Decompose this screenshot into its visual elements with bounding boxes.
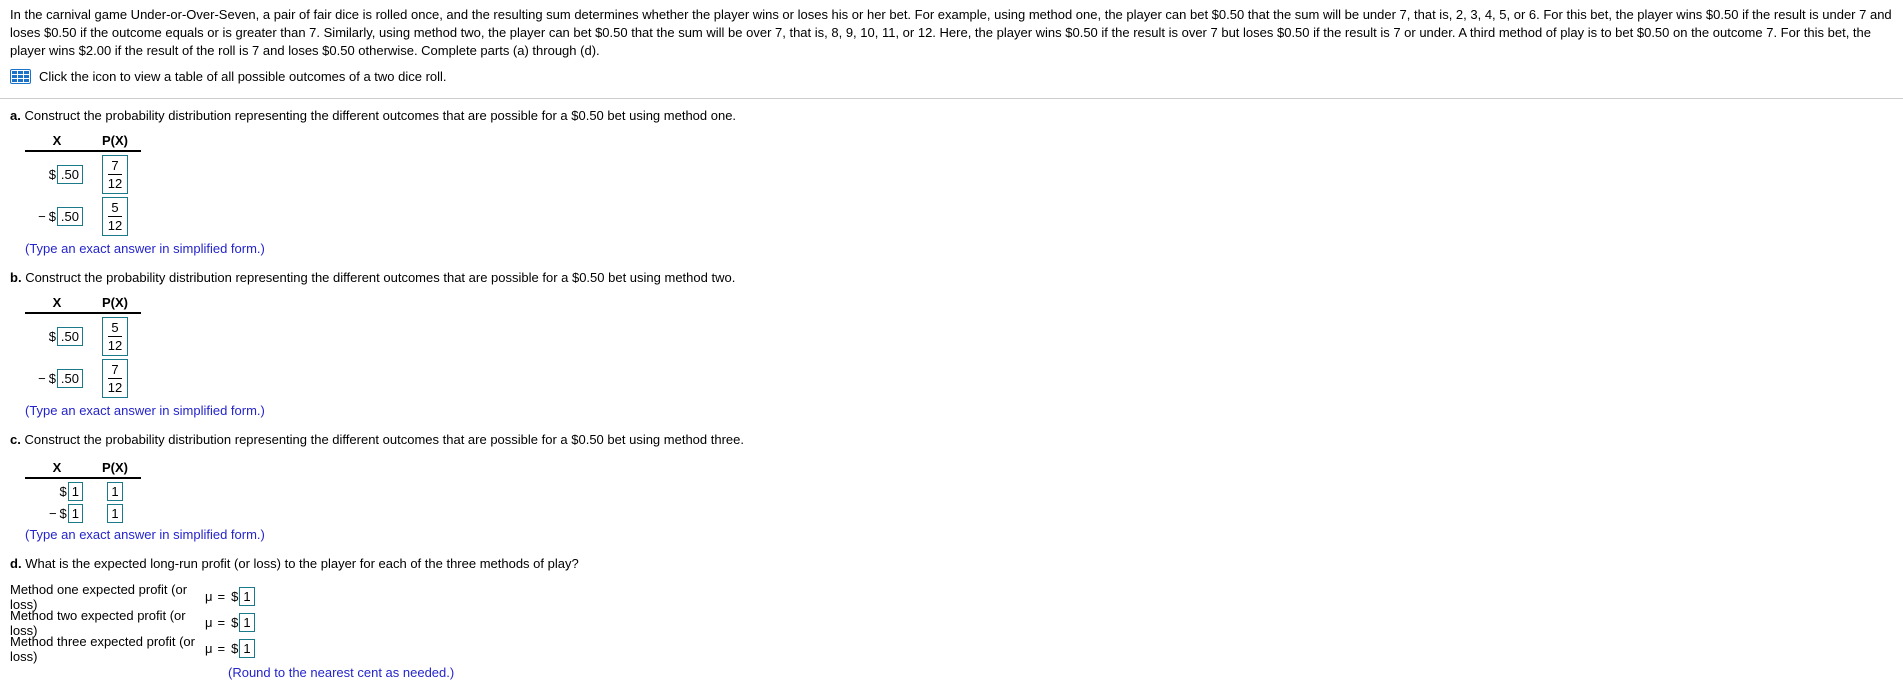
- part-b-hint: (Type an exact answer in simplified form.): [25, 403, 265, 418]
- mu-symbol: μ: [205, 589, 213, 604]
- x-answer-box[interactable]: 1: [68, 504, 83, 523]
- dollar-label: $: [231, 615, 239, 630]
- x-answer-box[interactable]: .50: [57, 165, 83, 184]
- sign-label: −: [38, 371, 46, 386]
- table-a-header: [25, 133, 141, 152]
- part-a-hint: (Type an exact answer in simplified form.): [25, 241, 265, 256]
- equals-sign: =: [217, 615, 226, 630]
- px-fraction-answer-box[interactable]: [102, 317, 128, 356]
- x-cell: [25, 207, 89, 226]
- equals-sign: =: [217, 641, 226, 656]
- problem-text-line-1: In the carnival game Under-or-Over-Seven, a pair of fair dice is rolled once, and the resulting sum determines whether the player wins or loses his or her bet. For example, using method one, the player can bet $0.50 that the sum will be under 7, that is, 2, 3, 4, 5, or 6. For this bet, the player wins $0.50 if the result is under 7 and: [10, 7, 1892, 22]
- method-three-answer-box[interactable]: 1: [239, 639, 254, 658]
- method-one-row: [10, 581, 1893, 612]
- dollar-label: $: [48, 167, 56, 182]
- x-cell: [25, 504, 89, 523]
- dollar-label: $: [231, 589, 239, 604]
- fraction-bar: [108, 336, 122, 337]
- part-a-label: a.: [10, 108, 21, 123]
- dice-table-caption: Click the icon to view a table of all possible outcomes of a two dice roll.: [39, 69, 447, 84]
- px-answer-box[interactable]: 1: [107, 504, 122, 523]
- fraction-bar: [108, 378, 122, 379]
- fraction-numerator: 7: [111, 158, 119, 173]
- x-cell: [25, 482, 89, 501]
- method-one-label: Method one expected profit (or loss): [10, 581, 188, 612]
- part-c-section: [10, 432, 1893, 542]
- part-b-prompt: [10, 270, 1893, 286]
- x-cell: [25, 165, 89, 184]
- x-cell: [25, 327, 89, 346]
- part-a-prompt: [10, 108, 1893, 124]
- fraction-numerator: 5: [111, 320, 119, 335]
- table-row: [25, 155, 141, 194]
- fraction-denominator: 12: [107, 380, 123, 395]
- table-row: [25, 197, 141, 236]
- equals-sign: =: [217, 589, 226, 604]
- expected-profit-rows: [10, 581, 1893, 664]
- problem-text-line-3: player wins $2.00 if the result of the roll is 7 and loses $0.50 otherwise. Complete parts (a) through (d).: [10, 43, 600, 58]
- part-d-label: d.: [10, 556, 22, 571]
- table-row: [25, 317, 141, 356]
- part-a-prompt-text: Construct the probability distribution representing the different outcomes that are possible for a $0.50 bet using method one.: [24, 108, 737, 123]
- fraction-bar: [108, 174, 122, 175]
- distribution-table-b: [25, 295, 1893, 398]
- sign-label: −: [38, 209, 46, 224]
- column-header-x: X: [52, 460, 62, 475]
- column-header-px: P(X): [102, 295, 128, 310]
- column-header-x: X: [52, 133, 62, 148]
- fraction-denominator: 12: [107, 218, 123, 233]
- part-b-section: [10, 270, 1893, 418]
- distribution-table-a: [25, 133, 1893, 236]
- part-d-hint: (Round to the nearest cent as needed.): [228, 665, 455, 680]
- part-d-section: [10, 556, 1893, 680]
- px-cell: [89, 317, 141, 356]
- table-icon[interactable]: [10, 69, 31, 84]
- x-answer-box[interactable]: 1: [68, 482, 83, 501]
- part-a-section: [10, 108, 1893, 256]
- px-fraction-answer-box[interactable]: [102, 197, 128, 236]
- table-b-header: [25, 295, 141, 314]
- fraction-numerator: 7: [111, 362, 119, 377]
- method-one-answer-box[interactable]: 1: [239, 587, 254, 606]
- part-d-prompt-text: What is the expected long-run profit (or loss) to the player for each of the three methods of play?: [25, 556, 579, 571]
- dice-table-link-row: [10, 69, 1893, 84]
- px-cell: [89, 197, 141, 236]
- mu-symbol: μ: [205, 641, 213, 656]
- fraction-denominator: 12: [107, 176, 123, 191]
- fraction-numerator: 5: [111, 200, 119, 215]
- dollar-label: $: [48, 371, 56, 386]
- x-answer-box[interactable]: .50: [57, 207, 83, 226]
- problem-text-line-2: loses $0.50 if the outcome equals or is greater than 7. Similarly, using method two, the player can bet $0.50 that the sum will be over 7, that is, 8, 9, 10, 11, or 12. Here, the player wins $0.50 if the result is over 7 but loses $0.50 if the result is 7 or under. A third method of play is to bet $0.50 on the outcome 7. For this bet, the: [10, 25, 1872, 40]
- dollar-label: $: [231, 641, 239, 656]
- part-b-prompt-text: Construct the probability distribution representing the different outcomes that are possible for a $0.50 bet using method two.: [25, 270, 736, 285]
- dollar-label: $: [59, 506, 67, 521]
- method-three-label: Method three expected profit (or loss): [10, 633, 195, 664]
- px-cell: [89, 482, 141, 501]
- part-c-hint: (Type an exact answer in simplified form.): [25, 527, 265, 542]
- fraction-bar: [108, 216, 122, 217]
- method-two-row: [10, 607, 1893, 638]
- px-cell: [89, 155, 141, 194]
- dollar-label: $: [48, 329, 56, 344]
- x-answer-box[interactable]: .50: [57, 327, 83, 346]
- section-divider: [0, 98, 1903, 99]
- dollar-label: $: [48, 209, 56, 224]
- part-c-label: c.: [10, 432, 21, 447]
- x-answer-box[interactable]: .50: [57, 369, 83, 388]
- distribution-table-c: [25, 460, 1893, 523]
- method-two-answer-box[interactable]: 1: [239, 613, 254, 632]
- px-cell: [89, 359, 141, 398]
- px-cell: [89, 504, 141, 523]
- column-header-x: X: [52, 295, 62, 310]
- column-header-px: P(X): [102, 133, 128, 148]
- problem-statement: [10, 6, 1893, 60]
- part-c-prompt-text: Construct the probability distribution representing the different outcomes that are possible for a $0.50 bet using method three.: [24, 432, 744, 447]
- table-row: [25, 359, 141, 398]
- table-c-header: [25, 460, 141, 479]
- x-cell: [25, 369, 89, 388]
- method-three-row: [10, 633, 1893, 664]
- mu-symbol: μ: [205, 615, 213, 630]
- fraction-denominator: 12: [107, 338, 123, 353]
- px-fraction-answer-box[interactable]: [102, 359, 128, 398]
- method-two-label: Method two expected profit (or loss): [10, 607, 186, 638]
- column-header-px: P(X): [102, 460, 128, 475]
- part-b-label: b.: [10, 270, 22, 285]
- table-row: [25, 482, 141, 501]
- table-row: [25, 504, 141, 523]
- sign-label: −: [48, 506, 57, 521]
- part-d-prompt: [10, 556, 1893, 572]
- dollar-label: $: [59, 484, 67, 499]
- px-fraction-answer-box[interactable]: [102, 155, 128, 194]
- part-c-prompt: [10, 432, 1893, 448]
- px-answer-box[interactable]: 1: [107, 482, 122, 501]
